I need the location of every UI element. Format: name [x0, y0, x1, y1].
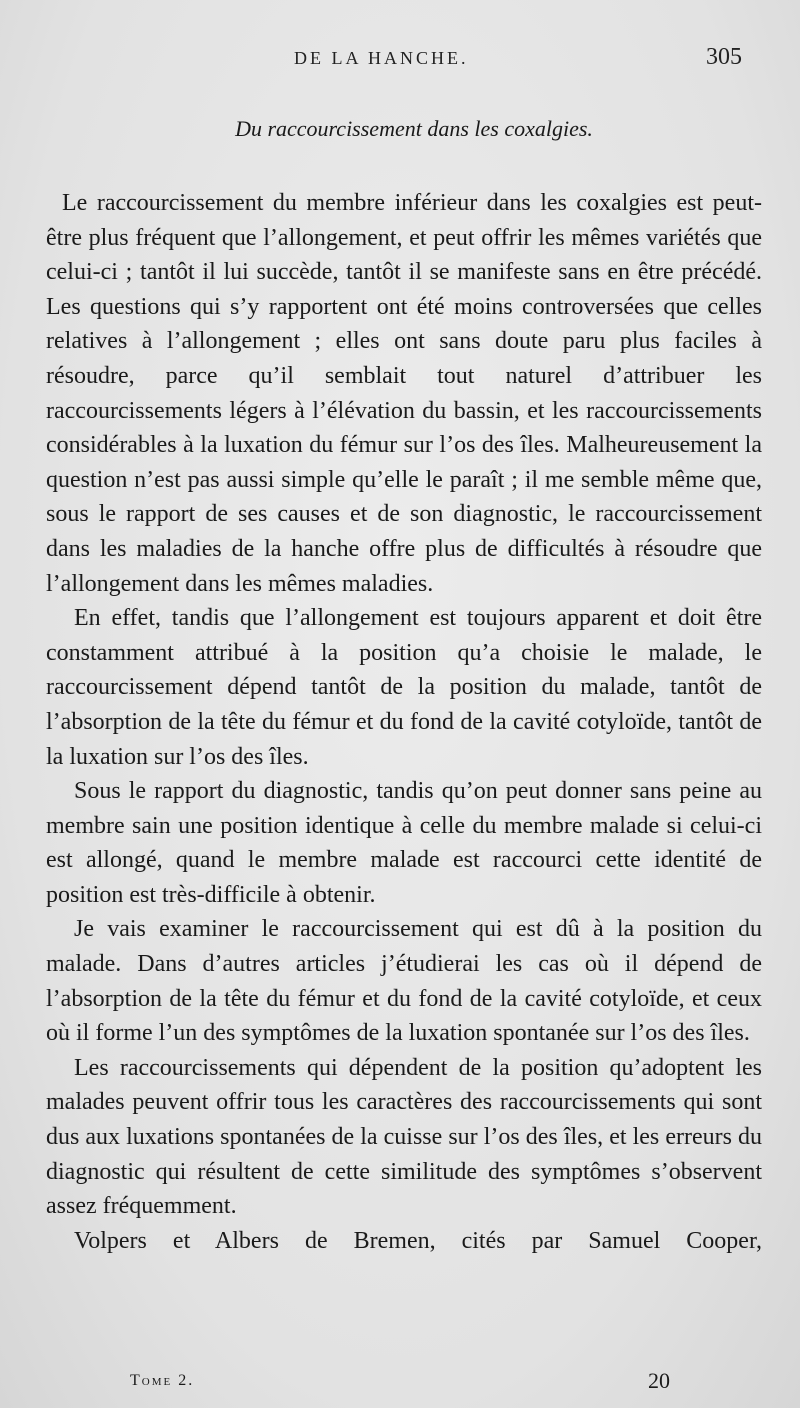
- paragraph: Les raccourcissements qui dépendent de la position qu’adoptent les malades peuvent offrir tous les caractères des raccourcissements qui sont dus aux luxations spontanées de la cuisse sur l’os des îles, et les erreurs du diagnostic qui résultent de cette similitude des symptômes s’observent assez fréquemment.: [46, 1054, 762, 1220]
- signature-mark: Tome 2.: [130, 1372, 195, 1389]
- page-number: 305: [706, 44, 742, 70]
- paragraph: Sous le rapport du diagnostic, tandis qu’on peut donner sans peine au membre sain une position identique à celle du membre malade si celui-ci est allongé, quand le membre malade est raccourci cette identité de position est très-difficile à obtenir.: [46, 778, 762, 908]
- paragraph: En effet, tandis que l’allongement est toujours apparent et doit être constamment attribué à la position qu’a choisie le malade, le raccourcissement dépend tantôt de la position du malade, tantôt de l’absorption de la tête du fémur et du fond de la cavité cotyloïde, tantôt de la luxation sur l’os des îles.: [46, 605, 762, 770]
- body-text: [46, 186, 762, 1258]
- continuation-line: Volpers et Albers de Bremen, cités par Samuel Cooper,: [74, 1227, 762, 1254]
- running-title: DE LA HANCHE.: [294, 48, 469, 68]
- section-title: Du raccourcissement dans les coxalgies.: [235, 116, 593, 141]
- paragraph: Le raccourcissement du membre inférieur dans les coxalgies est peut-être plus fréquent que l’allongement, et peut offrir les mêmes variétés que celui-ci ; tantôt il lui succède, tantôt il se manifeste sans en être précédé. Les questions qui s’y rapportent ont été moins controversées que celles relatives à l’allongement ; elles ont sans doute paru plus faciles à résoudre, parce qu’il semblait tout naturel d’attribuer les raccourcissements légers à l’élévation du bassin, et les raccourcissements considérables à la luxation du fémur sur l’os des îles. Malheureusement la question n’est pas aussi simple qu’elle le paraît ; il me semble même que, sous le rapport de ses causes et de son diagnostic, le raccourcissement dans les maladies de la hanche offre plus de difficultés à résoudre que l’allongement dans les mêmes maladies.: [46, 190, 762, 597]
- signature-number: 20: [648, 1368, 670, 1393]
- running-head: [44, 44, 742, 74]
- paragraph: Je vais examiner le raccourcissement qui est dû à la position du malade. Dans d’autres articles j’étudierai les cas où il dépend de l’absorption de la tête du fémur et du fond de la cavité cotyloïde, et ceux où il forme l’un des symptômes de la luxation spontanée sur l’os des îles.: [46, 916, 762, 1047]
